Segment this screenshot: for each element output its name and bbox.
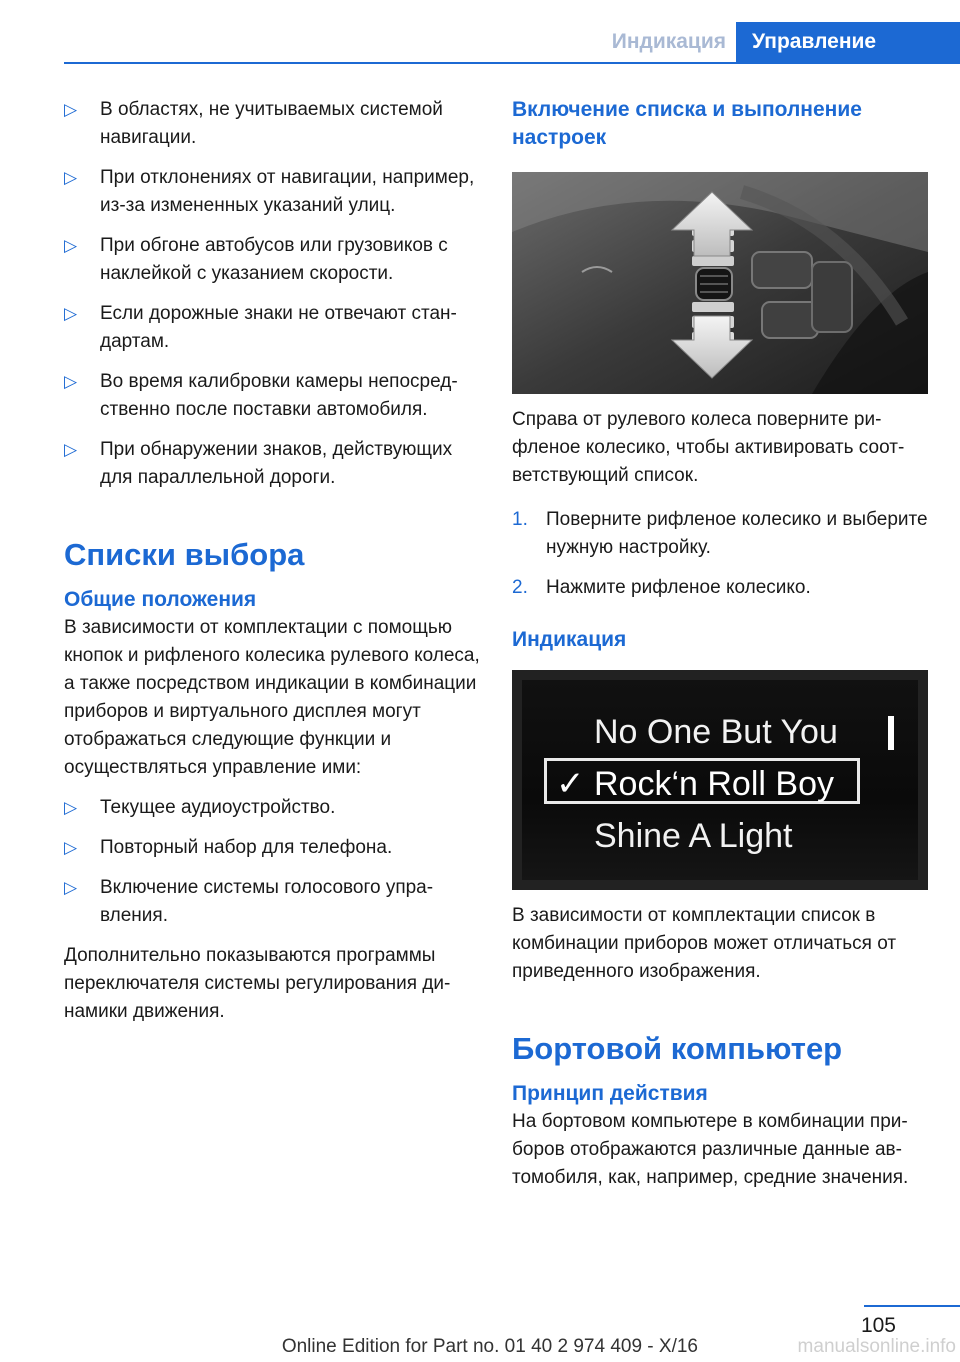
section-title-selection-lists: Списки выбора bbox=[64, 537, 305, 572]
list-item: ▷ Если дорожные знаки не отвечают стандартам. bbox=[64, 300, 480, 356]
list-item: ▷ Повторный набор для телефона. bbox=[64, 834, 480, 862]
display-figure bbox=[512, 670, 928, 890]
footer-rule bbox=[864, 1305, 960, 1307]
right-column bbox=[512, 96, 928, 1192]
triangle-bullet-icon: ▷ bbox=[64, 440, 78, 459]
triangle-bullet-icon: ▷ bbox=[64, 878, 78, 897]
page-number: 105 bbox=[860, 1314, 896, 1337]
header-tabs bbox=[608, 22, 960, 62]
list-item: ▷ В областях, не учитываемых системой навигации. bbox=[64, 96, 480, 152]
steering-wheel-figure bbox=[512, 172, 928, 394]
section-title-onboard-computer: Бортовой компьютер bbox=[512, 1031, 843, 1066]
heading-enable-list: Включение списка и выполнение настроек bbox=[512, 98, 862, 149]
list-item: ▷ Текущее аудиоустройство. bbox=[64, 794, 480, 822]
subsection-title-principle: Принцип действия bbox=[512, 1082, 708, 1105]
triangle-bullet-icon: ▷ bbox=[64, 100, 78, 119]
list-item: 1. Поверните рифленое колесико и выберите нужную настройку. bbox=[512, 506, 928, 562]
list-item: ▷ При обгоне автобусов или грузовиков с наклейкой с указанием скорости. bbox=[64, 232, 480, 288]
extra-paragraph: Дополнительно показываются программы переключателя системы регулирования динамики движения. bbox=[64, 945, 451, 1022]
triangle-bullet-icon: ▷ bbox=[64, 372, 78, 391]
intro-paragraph: В зависимости от комплектации с помощью кнопок и рифленого колесика рулевого колеса, а также посредством индикации в комбинации приборов и виртуального дисплея могут отображаться следующие функции и осуществляться управление ими: bbox=[64, 617, 480, 778]
triangle-bullet-icon: ▷ bbox=[64, 798, 78, 817]
heading-display: Индикация bbox=[512, 628, 627, 651]
triangle-bullet-icon: ▷ bbox=[64, 236, 78, 255]
list-item: ▷ Включение системы голосового управления. bbox=[64, 874, 480, 930]
header-rule bbox=[64, 62, 960, 64]
step-number: 2. bbox=[512, 577, 528, 598]
subsection-title-general: Общие положения bbox=[64, 588, 257, 611]
triangle-bullet-icon: ▷ bbox=[64, 304, 78, 323]
list-item: ▷ Во время калибровки камеры непосредственно после поставки автомобиля. bbox=[64, 368, 480, 424]
limitations-list bbox=[64, 96, 480, 492]
edition-text: Online Edition for Part no. 01 40 2 974 409 - X/16 bbox=[281, 1336, 698, 1357]
left-column bbox=[64, 96, 480, 1026]
step-number: 1. bbox=[512, 509, 528, 530]
list-item-rock-n-roll-boy[interactable]: Rock‘n Roll Boy bbox=[594, 765, 834, 803]
list-item: ▷ При обнаружении знаков, действующих для параллельной дороги. bbox=[64, 436, 480, 492]
triangle-bullet-icon: ▷ bbox=[64, 838, 78, 857]
display-caption: В зависимости от комплектации список в комбинации приборов может отличаться от приведенного изображения. bbox=[512, 905, 897, 982]
watermark-text: manualsonline.info bbox=[797, 1336, 956, 1357]
check-icon: ✓ bbox=[556, 765, 585, 803]
list-item: 2. Нажмите рифленое колесико. bbox=[512, 574, 928, 602]
list-item-shine-a-light[interactable]: Shine A Light bbox=[594, 817, 793, 855]
triangle-bullet-icon: ▷ bbox=[64, 168, 78, 187]
list-item: ▷ При отклонениях от навигации, например, из-за измененных указаний улиц. bbox=[64, 164, 480, 220]
scroll-indicator bbox=[888, 716, 894, 750]
steering-wheel-illustration bbox=[512, 172, 928, 394]
list-item-no-one-but-you[interactable]: No One But You bbox=[594, 713, 838, 751]
steps-list bbox=[512, 506, 928, 602]
functions-list bbox=[64, 794, 480, 930]
tab-controls[interactable]: Управление bbox=[736, 22, 960, 62]
principle-paragraph: На бортовом компьютере в комбинации приборов отображаются различные данные автомобиля, как, например, средние значения. bbox=[512, 1111, 909, 1188]
wheel-caption: Справа от рулевого колеса поверните рифленое колесико, чтобы активировать соответствующий список. bbox=[512, 409, 905, 486]
tab-indication[interactable]: Индикация bbox=[611, 30, 726, 53]
